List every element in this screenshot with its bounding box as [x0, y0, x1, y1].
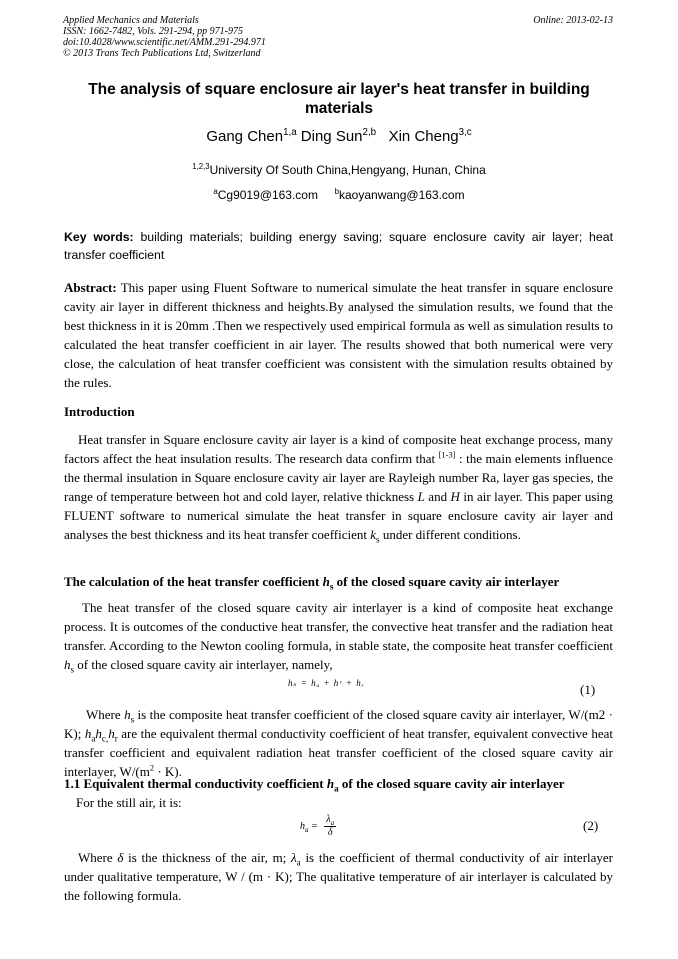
author-1: Gang Chen — [206, 128, 284, 145]
sec11-heading-post: of the closed square cavity air interlayer — [338, 776, 565, 791]
where1-var-hc-sub: c, — [101, 733, 109, 744]
where1-text-1: Where — [86, 707, 125, 722]
where1-var-hc: h — [95, 726, 102, 741]
author-2-sup: 2,b — [362, 127, 377, 138]
where1-sup: 2 — [149, 762, 155, 773]
where1-text-4: · K). — [154, 764, 182, 779]
eq2-numerator — [324, 814, 336, 827]
abstract-label: Abstract: — [64, 280, 117, 295]
calc-paragraph — [64, 598, 613, 674]
calc-heading — [64, 574, 559, 590]
intro-text-1: Heat transfer in Square enclosure cavity air layer is a kind of composite heat exchange process, many factors affect the heat insulation results. The research data confirm that — [64, 432, 613, 466]
where2-var-delta: δ — [117, 850, 124, 865]
equation-1: hₛ = hₐ + hᶜ + hᵣ — [288, 678, 365, 688]
eq2-lhs-sub: a — [305, 825, 309, 834]
paper-title: The analysis of square enclosure air layer's heat transfer in building materials — [88, 81, 590, 117]
affiliation-sup: 1,2,3 — [192, 162, 210, 171]
eq2-lhs: h — [300, 820, 305, 832]
intro-heading: Introduction — [64, 404, 135, 419]
abstract-text: This paper using Fluent Software to numerical simulate the heat transfer in square enclosure cavity air layer in different thickness and heights.By analysed the simulation results, we found that the best thickness in it is 20mm .Then we respectively used empirical formula as well as simulation results to calculated the heat transfer coefficient in air layer. The results showed that both numerical were very close, the calculation of heat transfer coefficient was consistent with the simulation results obtained by the rules. — [64, 280, 613, 390]
authors — [0, 128, 678, 145]
calc-text-1: The heat transfer of the closed square cavity air interlayer is a kind of composite heat exchange process. It is outcomes of the conductive heat transfer, the convective heat transfer and the radiation heat transfer. According to the Newton cooling formula, in stable state, the composite heat transfer coefficient — [64, 600, 613, 653]
where1-var-hs-sub: s — [130, 714, 135, 725]
keywords-text: building materials; building energy saving; square enclosure cavity air layer; heat transfer coefficient — [64, 230, 613, 262]
email-a-sup: a — [213, 187, 218, 196]
eq2-equals: = — [308, 820, 321, 832]
where1-var-ha-sub: a — [91, 733, 96, 744]
emails — [0, 188, 678, 202]
still-air-text: For the still air, it is: — [76, 795, 182, 810]
intro-text-3: and — [424, 489, 451, 504]
where2-text-3: is the coefficient of thermal conductivity of air interlayer under qualitative temperature, W / (m · K); The qualitative temperature of air interlayer is calculated by the following formula. — [64, 850, 613, 903]
eq2-denominator: δ — [327, 827, 333, 838]
intro-text-4: in air layer. This paper using FLUENT software to numerical simulate the heat transfer in square enclosure cavity air layer and analyses the best thickness and its heat transfer coefficient — [64, 489, 613, 542]
email-b: kaoyanwang@163.com — [339, 188, 465, 202]
eq2-lambda-sub: a — [330, 819, 335, 827]
calc-heading-sub: s — [329, 581, 334, 592]
eq2-lambda: λ — [326, 814, 331, 825]
where1-text-2: is the composite heat transfer coefficient of the closed square cavity air interlayer, W/(m2 · K); — [64, 707, 614, 741]
sec11-heading-sub: a — [334, 783, 339, 794]
author-3: Xin Cheng — [388, 128, 459, 145]
eq2-fraction — [324, 814, 336, 839]
email-b-sup: b — [334, 187, 339, 196]
intro-text-2: : the main elements influence the thermal insulation in Square enclosure cavity air layer are Rayleigh number Ra, layer gas species, the range of temperature between hot and cold layer, relative thickness — [64, 451, 613, 504]
where2-var-lambda: λ — [291, 850, 297, 865]
keywords — [64, 228, 613, 264]
where2-text-2: is the thickness of the air, m; — [123, 850, 292, 865]
where1-var-hr: h — [108, 726, 115, 741]
calc-var-hs-sub: s — [70, 664, 75, 675]
author-3-sup: 3,c — [458, 127, 472, 138]
issn: ISSN: 1662-7482, Vols. 291-294, pp 971-975 — [63, 26, 243, 37]
calc-heading-var: h — [322, 574, 330, 589]
calc-heading-post: of the closed square cavity air interlayer — [333, 574, 560, 589]
equation-1-number: (1) — [580, 682, 596, 697]
sec11-heading-var: h — [326, 776, 335, 791]
intro-ref: [1-3] — [438, 449, 456, 460]
doi: doi:10.4028/www.scientific.net/AMM.291-294.971 — [63, 37, 266, 48]
online-date: Online: 2013-02-13 — [533, 15, 613, 26]
var-ks: k — [370, 527, 377, 542]
author-1-sup: 1,a — [283, 127, 297, 138]
intro-text-5: under different conditions. — [379, 527, 521, 542]
where2-text-1: Where — [78, 850, 118, 865]
var-H: H — [450, 489, 460, 504]
calc-text-2: of the closed square cavity air interlayer, namely, — [74, 657, 333, 672]
var-ks-sub: s — [376, 534, 380, 545]
copyright: © 2013 Trans Tech Publications Ltd, Switzerland — [63, 48, 261, 59]
where1-var-hr-sub: r — [114, 733, 118, 744]
equation-2-number: (2) — [583, 818, 599, 833]
where1-var-ha: h — [84, 726, 92, 741]
keywords-label: Key words: — [64, 230, 134, 244]
where2-var-lambda-sub: a — [296, 857, 301, 868]
calc-heading-pre: The calculation of the heat transfer coefficient — [64, 574, 323, 589]
journal-header — [63, 15, 266, 59]
where-paragraph-2 — [64, 848, 613, 905]
equation-2 — [300, 814, 336, 839]
author-2: Ding Sun — [300, 128, 363, 145]
where-paragraph-1 — [64, 705, 613, 781]
email-a: Cg9019@163.com — [217, 188, 318, 202]
intro-paragraph — [64, 430, 613, 544]
where1-text-3: are the equivalent thermal conductivity coefficient of heat transfer, equivalent convective heat transfer coefficient and equivalent radiation heat transfer coefficient of the closed square cavity air interlayer, W/(m — [64, 726, 613, 779]
affiliation — [0, 163, 678, 177]
sec11-heading-pre: 1.1 Equivalent thermal conductivity coefficient — [64, 776, 327, 791]
section-1-1-heading — [64, 776, 565, 792]
abstract — [64, 278, 613, 392]
where1-var-hs: h — [124, 707, 131, 722]
calc-var-hs: h — [64, 657, 71, 672]
var-L: L — [417, 489, 425, 504]
affiliation-text: University Of South China,Hengyang, Hunan, China — [209, 163, 486, 177]
journal-name: Applied Mechanics and Materials — [63, 15, 199, 26]
